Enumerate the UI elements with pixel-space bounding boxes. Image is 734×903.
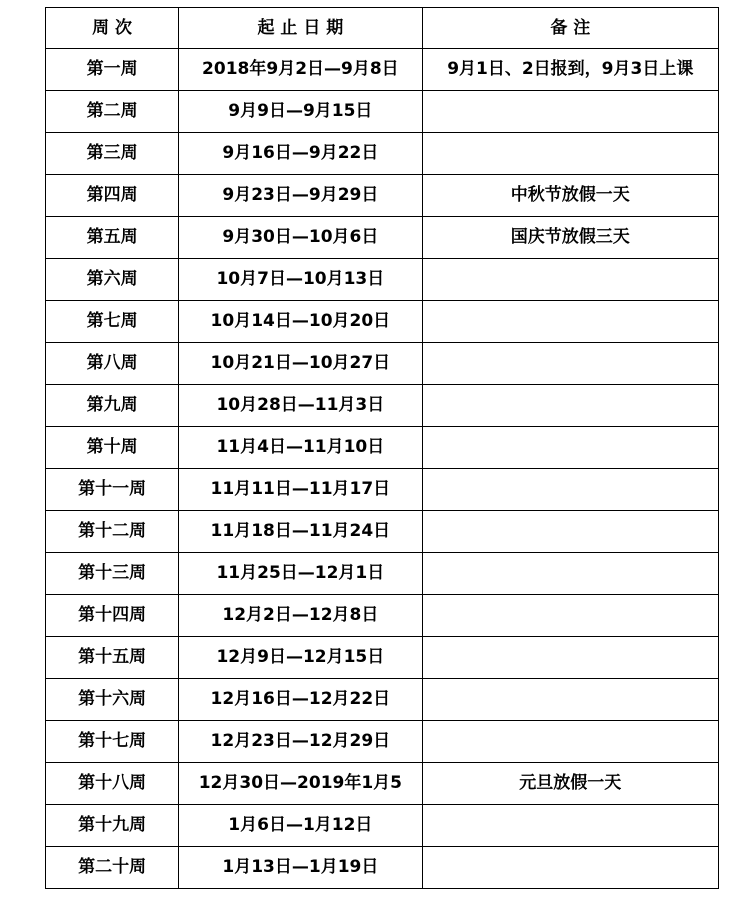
- table-row: [46, 553, 719, 595]
- table-row: [46, 343, 719, 385]
- table-header-row: [46, 8, 719, 49]
- dates-cell: 1月6日—1月12日: [179, 805, 422, 847]
- table-row: [46, 175, 719, 217]
- week-cell: 第十三周: [46, 553, 179, 595]
- note-cell: [422, 133, 718, 175]
- table-row: [46, 847, 719, 889]
- week-cell: 第三周: [46, 133, 179, 175]
- note-cell: [422, 805, 718, 847]
- table-row: [46, 259, 719, 301]
- table-row: [46, 637, 719, 679]
- week-cell: 第十二周: [46, 511, 179, 553]
- note-cell: [422, 343, 718, 385]
- table-row: [46, 805, 719, 847]
- dates-cell: 9月23日—9月29日: [179, 175, 422, 217]
- dates-cell: 12月30日—2019年1月5: [179, 763, 422, 805]
- week-cell: 第十九周: [46, 805, 179, 847]
- week-cell: 第十周: [46, 427, 179, 469]
- dates-cell: 1月13日—1月19日: [179, 847, 422, 889]
- dates-cell: 11月18日—11月24日: [179, 511, 422, 553]
- note-cell: 元旦放假一天: [422, 763, 718, 805]
- table-row: [46, 721, 719, 763]
- dates-cell: 12月16日—12月22日: [179, 679, 422, 721]
- table-row: [46, 469, 719, 511]
- dates-cell: 2018年9月2日—9月8日: [179, 49, 422, 91]
- week-cell: 第十一周: [46, 469, 179, 511]
- note-cell: [422, 595, 718, 637]
- week-cell: 第十七周: [46, 721, 179, 763]
- table-row: [46, 301, 719, 343]
- note-cell: [422, 259, 718, 301]
- week-cell: 第一周: [46, 49, 179, 91]
- note-cell: [422, 301, 718, 343]
- week-cell: 第四周: [46, 175, 179, 217]
- dates-cell: 10月14日—10月20日: [179, 301, 422, 343]
- week-cell: 第五周: [46, 217, 179, 259]
- week-cell: 第二周: [46, 91, 179, 133]
- note-cell: [422, 427, 718, 469]
- week-cell: 第二十周: [46, 847, 179, 889]
- note-cell: [422, 679, 718, 721]
- header-week: 周 次: [46, 8, 179, 49]
- week-cell: 第九周: [46, 385, 179, 427]
- note-cell: 中秋节放假一天: [422, 175, 718, 217]
- note-cell: [422, 385, 718, 427]
- note-cell: [422, 553, 718, 595]
- note-cell: 国庆节放假三天: [422, 217, 718, 259]
- table-row: [46, 385, 719, 427]
- table-row: [46, 511, 719, 553]
- note-cell: [422, 511, 718, 553]
- week-cell: 第十五周: [46, 637, 179, 679]
- note-cell: [422, 469, 718, 511]
- table-row: [46, 427, 719, 469]
- week-schedule-table: [45, 7, 719, 889]
- week-cell: 第十八周: [46, 763, 179, 805]
- dates-cell: 12月23日—12月29日: [179, 721, 422, 763]
- header-dates: 起 止 日 期: [179, 8, 422, 49]
- table-row: [46, 679, 719, 721]
- dates-cell: 10月21日—10月27日: [179, 343, 422, 385]
- week-cell: 第八周: [46, 343, 179, 385]
- week-cell: 第十四周: [46, 595, 179, 637]
- table-row: [46, 763, 719, 805]
- table-row: [46, 49, 719, 91]
- table-row: [46, 217, 719, 259]
- dates-cell: 9月30日—10月6日: [179, 217, 422, 259]
- dates-cell: 12月2日—12月8日: [179, 595, 422, 637]
- note-cell: [422, 91, 718, 133]
- note-cell: [422, 721, 718, 763]
- dates-cell: 11月11日—11月17日: [179, 469, 422, 511]
- week-cell: 第七周: [46, 301, 179, 343]
- dates-cell: 9月16日—9月22日: [179, 133, 422, 175]
- dates-cell: 11月25日—12月1日: [179, 553, 422, 595]
- week-cell: 第十六周: [46, 679, 179, 721]
- dates-cell: 10月7日—10月13日: [179, 259, 422, 301]
- dates-cell: 10月28日—11月3日: [179, 385, 422, 427]
- table-row: [46, 595, 719, 637]
- note-cell: [422, 637, 718, 679]
- dates-cell: 12月9日—12月15日: [179, 637, 422, 679]
- week-cell: 第六周: [46, 259, 179, 301]
- note-cell: [422, 847, 718, 889]
- table-row: [46, 133, 719, 175]
- header-notes: 备 注: [422, 8, 718, 49]
- note-cell: 9月1日、2日报到，9月3日上课: [422, 49, 718, 91]
- dates-cell: 11月4日—11月10日: [179, 427, 422, 469]
- dates-cell: 9月9日—9月15日: [179, 91, 422, 133]
- table-row: [46, 91, 719, 133]
